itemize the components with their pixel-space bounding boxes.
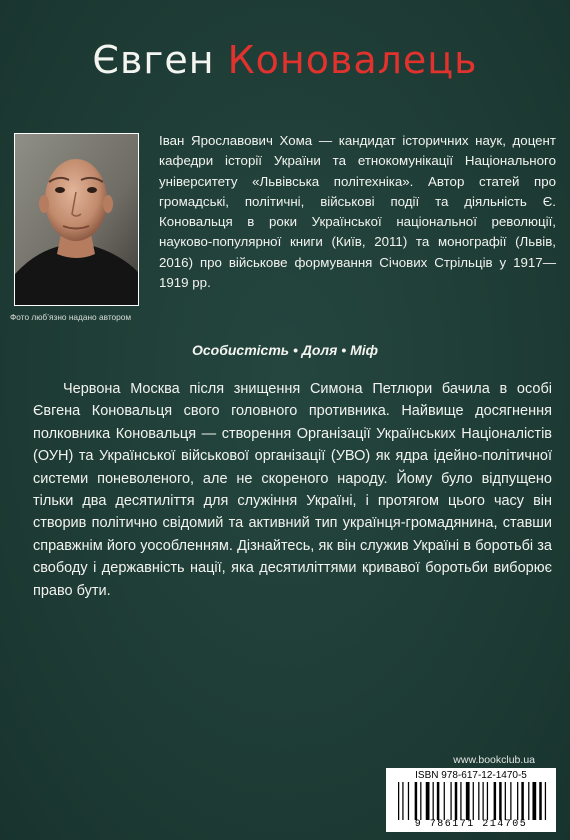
barcode-icon [398,782,548,820]
book-title [0,38,570,82]
book-description: Червона Москва після знищення Симона Петлюри бачила в особі Євгена Коновальця свого головного противника. Найвище досягнення полковника Коновальця — створення Організації Українських Націоналістів (ОУН) та Української військової організації (УВО) як ядра ідейно-політичної системи поневоленого, але не скореного народу. Йому було відпущено тільки два десятиліття для служіння Україні, і протягом цього часу він створив політично свідомий та активний тип українця-громадянина, ставши справжнім його уособленням. Дізнайтесь, як він служив Україні в боротьбі за свободу і державність нації, яка десятиліттями кривавої боротьби виборює право бути. [33,381,552,599]
isbn-label: ISBN 978-617-12-1470-5 [415,770,527,781]
author-last-name: Коновалець [227,38,478,82]
barcode-digits: 9 786171 214705 [414,819,528,830]
author-portrait-image [15,134,138,305]
tagline: Особистість • Доля • Міф [191,342,379,358]
author-bio: Іван Ярославович Хома — кандидат історичних наук, доцент кафедри історії України та етнокомунікації Національного університету «Львівська політехніка». Автор статей про громадські, політичні, військові події та діяльність Є. Коновальця в роки Української національної революції, науково-популярної книги (Київ, 2011) та монографії (Львів, 2016) про військове формування Січових Стрільців у 1917—1919 рр. [159,133,556,291]
author-first-name: Євген [92,38,215,82]
barcode-box [386,768,556,832]
author-photo [14,133,139,306]
photo-caption: Фото люб’язно надано автором [10,312,132,322]
publisher-website: www.bookclub.ua [453,754,535,766]
